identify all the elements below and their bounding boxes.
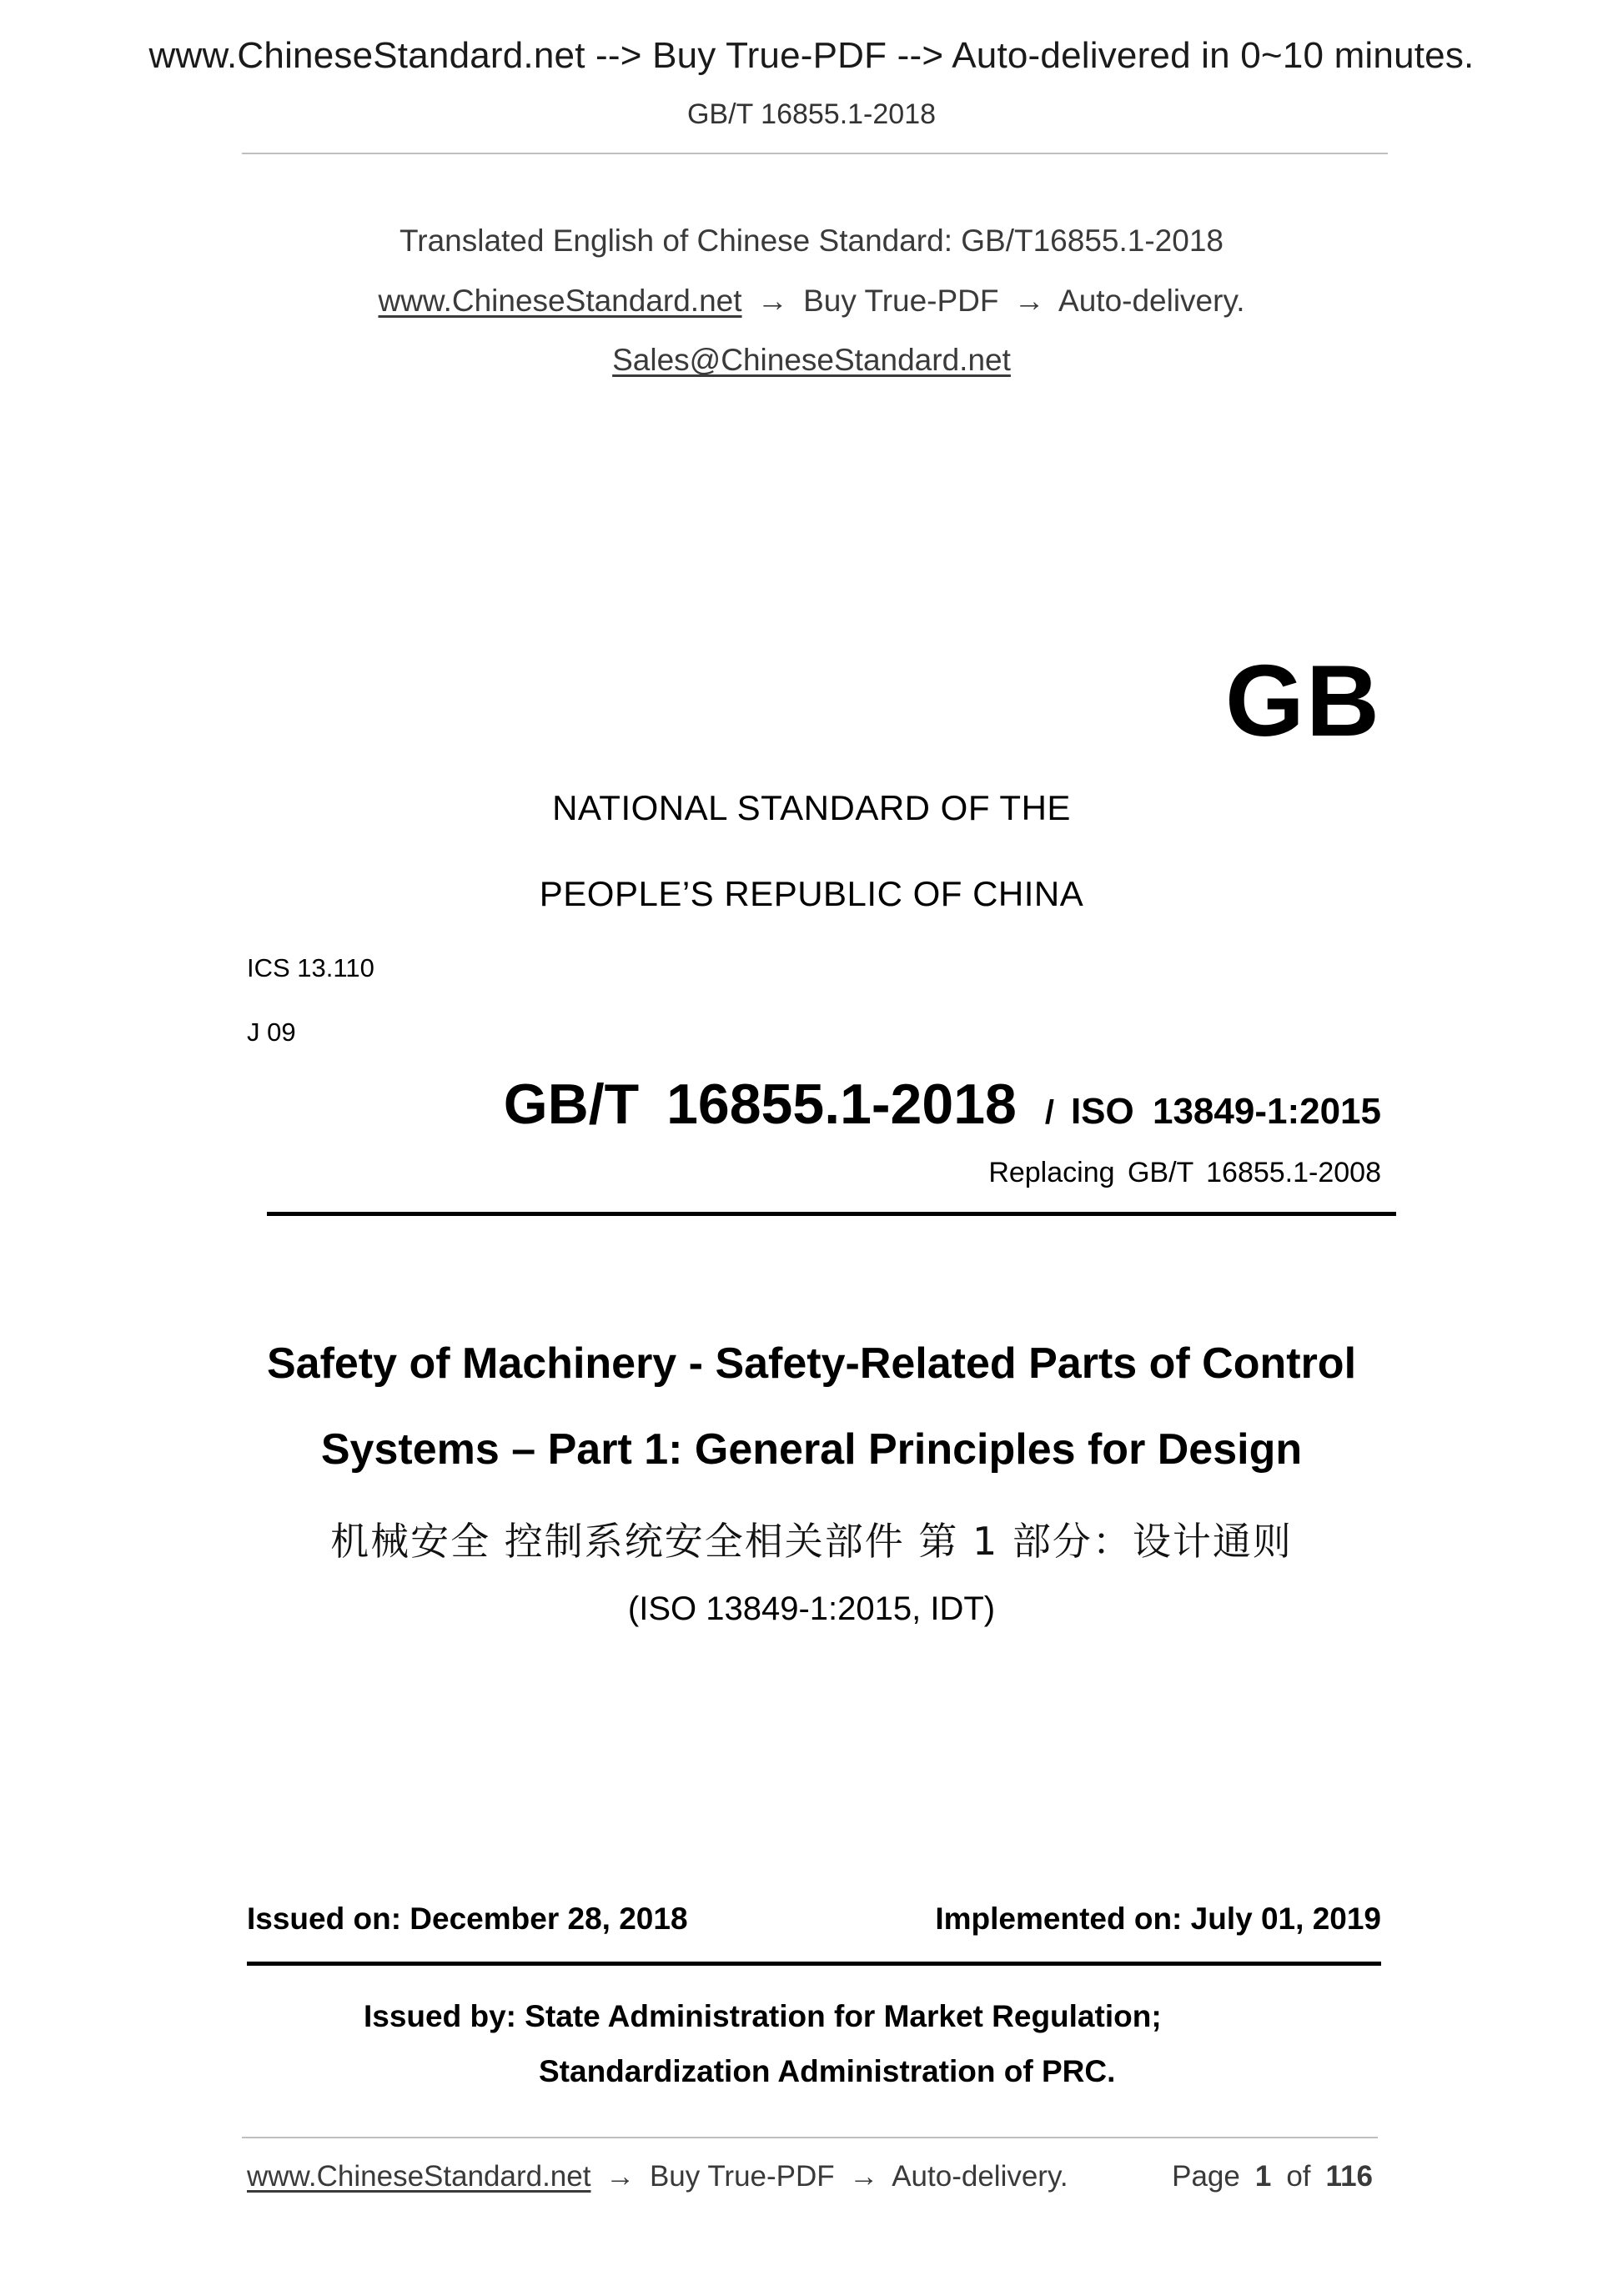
title-divider [267, 1212, 1396, 1216]
dates-divider [247, 1962, 1381, 1966]
ics-code: ICS 13.110 [247, 953, 374, 982]
footer-buy-text: Buy True-PDF [649, 2160, 835, 2193]
standard-separator: / [1044, 1094, 1054, 1131]
translation-purchase-line [0, 284, 1623, 319]
header-divider [242, 153, 1388, 154]
issued-on-date: Issued on: December 28, 2018 [247, 1902, 688, 1936]
page-current: 1 [1254, 2160, 1272, 2193]
arrow-right-icon: → [849, 2160, 879, 2193]
top-banner: www.ChineseStandard.net --> Buy True-PDF --> Auto-delivered in 0~10 minutes. [148, 35, 1475, 76]
document-title-line-1: Safety of Machinery - Safety-Related Parts of Control [266, 1339, 1357, 1388]
translation-notice: Translated English of Chinese Standard: GB/T16855.1-2018 [399, 224, 1224, 258]
arrow-right-icon: → [756, 284, 788, 318]
footer-purchase-line [247, 2160, 1068, 2193]
footer-site-link[interactable]: www.ChineseStandard.net [247, 2160, 591, 2193]
page-label: Page [1172, 2160, 1240, 2193]
issued-by-line-2: Standardization Administration of PRC. [539, 2054, 1116, 2088]
iso-number: ISO 13849-1:2015 [1070, 1091, 1381, 1132]
sales-email-line [0, 343, 1623, 378]
auto-delivery-text: Auto-delivery. [1058, 284, 1245, 318]
page-indicator [1172, 2160, 1373, 2193]
standard-number-row [504, 1072, 1381, 1137]
issued-by-line-1: Issued by: State Administration for Market Regulation; [364, 1999, 1162, 2033]
sales-email-link[interactable]: Sales@ChineseStandard.net [612, 343, 1011, 377]
classification-code: J 09 [247, 1017, 296, 1047]
iso-equivalence: (ISO 13849-1:2015, IDT) [627, 1590, 996, 1627]
page-total: 116 [1325, 2160, 1373, 2193]
gb-mark: GB [1225, 644, 1381, 757]
replacing-note: Replacing GB/T 16855.1-2008 [988, 1157, 1381, 1188]
arrow-right-icon: → [1013, 284, 1045, 318]
national-standard-line-2: PEOPLE’S REPUBLIC OF CHINA [539, 874, 1084, 913]
of-label: of [1286, 2160, 1311, 2193]
footer-divider [242, 2137, 1378, 2138]
arrow-right-icon: → [605, 2160, 636, 2193]
document-title-chinese: 机械安全 控制系统安全相关部件 第 1 部分：设计通则 [330, 1519, 1293, 1564]
buy-true-pdf-text: Buy True-PDF [803, 284, 999, 318]
standard-number: GB/T 16855.1-2018 [503, 1073, 1017, 1136]
site-link[interactable]: www.ChineseStandard.net [378, 284, 742, 318]
header-standard-code: GB/T 16855.1-2018 [686, 98, 937, 130]
document-title-line-2: Systems – Part 1: General Principles for Design [320, 1425, 1303, 1474]
footer-auto-text: Auto-delivery. [892, 2160, 1068, 2193]
implemented-on-date: Implemented on: July 01, 2019 [935, 1902, 1381, 1936]
national-standard-line-1: NATIONAL STANDARD OF THE [552, 788, 1071, 827]
